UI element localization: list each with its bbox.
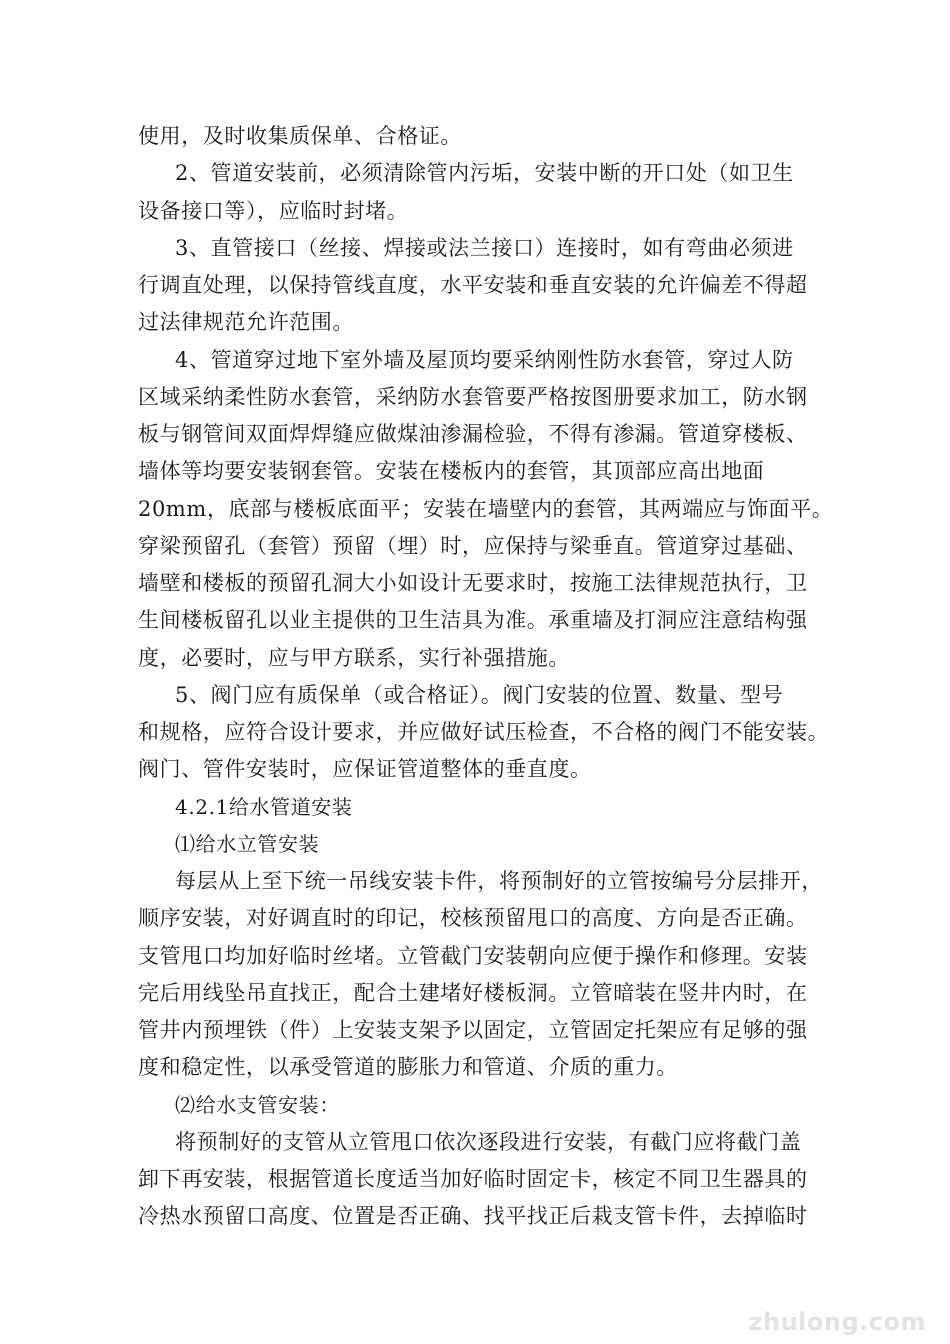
- text-line: 3、直管接口（丝接、焊接或法兰接口）连接时，如有弯曲必须进: [175, 235, 794, 260]
- text-line: 5、阀门应有质保单（或合格证）。阀门安装的位置、数量、型号: [175, 682, 784, 707]
- text-line: 穿梁预留孔（套管）预留（埋）时，应保持与梁垂直。管道穿过基础、: [138, 533, 808, 558]
- text-line: 将预制好的支管从立管甩口依次逐段进行安装，有截门应将截门盖: [175, 1129, 802, 1154]
- section-heading: 4.2.1给水管道安装: [175, 794, 353, 819]
- text-line: 管井内预埋铁（件）上安装支架予以固定，立管固定托架应有足够的强: [138, 1018, 808, 1042]
- text-line: 行调直处理，以保持管线直度，水平安装和垂直安装的允许偏差不得超: [138, 273, 808, 297]
- text-line: 冷热水预留口高度、位置是否正确、找平找正后栽支管卡件，去掉临时: [138, 1204, 808, 1229]
- text-line: 和规格，应符合设计要求，并应做好试压检查，不合格的阀门不能安装。: [138, 720, 830, 744]
- watermark: zhulong.com: [748, 1308, 926, 1336]
- text-line: 过法律规范允许范围。: [138, 310, 354, 335]
- text-line: 度，必要时，应与甲方联系，实行补强措施。: [138, 645, 570, 670]
- text-line: 阀门、管件安装时，应保证管道整体的垂直度。: [138, 757, 592, 782]
- text-line: 使用，及时收集质保单、合格证。: [138, 124, 462, 148]
- text-line: 设备接口等），应临时封堵。: [138, 198, 409, 223]
- text-line: 完后用线坠吊直找正，配合土建堵好楼板洞。立管暗装在竖井内时，在: [138, 980, 808, 1005]
- text-line: 度和稳定性，以承受管道的膨胀力和管道、介质的重力。: [138, 1055, 678, 1080]
- text-line: 4、管道穿过地下室外墙及屋顶均要采纳刚性防水套管，穿过人防: [175, 347, 794, 372]
- text-line: 顺序安装，对好调直时的印记，校核预留甩口的高度、方向是否正确。: [138, 906, 808, 931]
- text-line: 生间楼板留孔以业主提供的卫生洁具为准。承重墙及打洞应注意结构强: [138, 608, 808, 633]
- subsection-heading: ⑴给水立管安装: [175, 831, 320, 856]
- subsection-heading: ⑵给水支管安装：: [175, 1092, 340, 1117]
- text-line: 墙壁和楼板的预留孔洞大小如设计无要求时，按施工法律规范执行，卫: [138, 571, 808, 595]
- text-line: 2、管道安装前，必须清除管内污垢，安装中断的开口处（如卫生: [175, 161, 794, 186]
- text-line: 墙体等均要安装钢套管。安装在楼板内的套管，其顶部应高出地面: [138, 459, 765, 484]
- text-line: 区域采纳柔性防水套管，采纳防水套管要严格按图册要求加工，防水钢: [138, 384, 808, 409]
- text-line: 每层从上至下统一吊线安装卡件，将预制好的立管按编号分层排开，: [175, 869, 823, 893]
- text-line: 支管甩口均加好临时丝堵。立管截门安装朝向应便于操作和修理。安装: [138, 943, 808, 968]
- text-line: 卸下再安装，根据管道长度适当加好临时固定卡，核定不同卫生器具的: [138, 1167, 808, 1191]
- text-line: 板与钢管间双面焊焊缝应做煤油渗漏检验，不得有渗漏。管道穿楼板、: [138, 422, 808, 446]
- text-line: 20mm，底部与楼板底面平；安装在墙壁内的套管，其两端应与饰面平。: [138, 496, 834, 521]
- document-body: [138, 118, 854, 1236]
